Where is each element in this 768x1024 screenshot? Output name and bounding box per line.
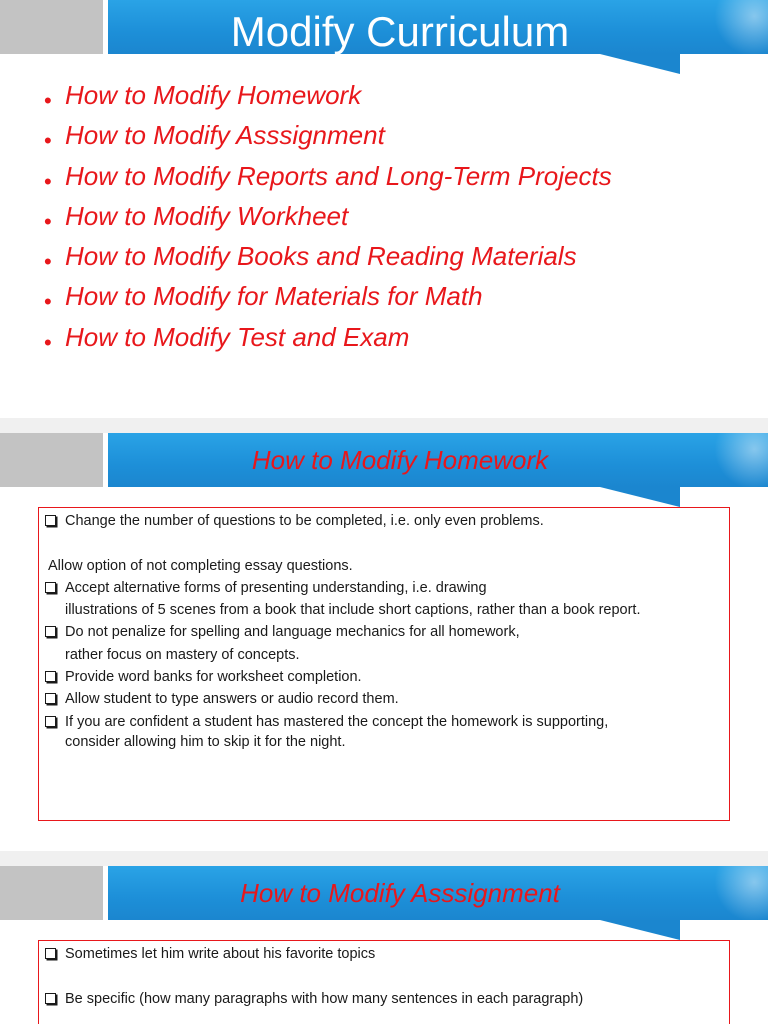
banner-glow: [700, 433, 768, 487]
bullet-dot-icon: •: [44, 128, 52, 154]
content-box: [38, 507, 730, 821]
item-text: rather focus on mastery of concepts.: [65, 646, 300, 663]
item-text: Do not penalize for spelling and language mechanics for all homework,: [65, 624, 520, 641]
topic-item: [44, 118, 612, 158]
blank-line: [45, 965, 723, 987]
checkbox-square-icon: [45, 582, 56, 593]
banner-glow: [700, 866, 768, 920]
item-text: Change the number of questions to be completed, i.e. only even problems.: [65, 513, 544, 529]
slide-header-banner: [0, 866, 768, 940]
item-text: Be specific (how many paragraphs with how many sentences in each paragraph): [65, 990, 584, 1007]
topic-text: How to Modify for Materials for Math: [65, 281, 483, 312]
topic-list: [44, 78, 612, 360]
checklist-item: [45, 688, 723, 710]
slide-modify-homework: [0, 433, 768, 851]
slide-title: How to Modify Homework: [251, 444, 549, 475]
banner-gray-block: [0, 0, 103, 54]
banner-gray-block: [0, 433, 103, 487]
bullet-dot-icon: •: [44, 329, 52, 355]
banner-gray-block: [0, 866, 103, 920]
topic-item: [44, 239, 612, 279]
topic-item: [44, 199, 612, 239]
slide-title: Modify Curriculum: [230, 8, 570, 55]
checklist-item: [45, 510, 723, 532]
item-text: Provide word banks for worksheet completion.: [65, 669, 362, 686]
slide-modify-assignment: [0, 866, 768, 1024]
banner-tail-shape: [600, 920, 680, 940]
slide-modify-curriculum: [0, 0, 768, 418]
checklist-item: [45, 988, 723, 1010]
note-text: Allow option of not completing essay questions.: [48, 557, 353, 574]
checkbox-square-icon: [45, 948, 56, 959]
topic-item: [44, 320, 612, 360]
checklist-item: [45, 577, 723, 622]
topic-item: [44, 159, 612, 199]
banner-tail-shape: [600, 487, 680, 507]
bullet-dot-icon: •: [44, 88, 52, 113]
banner-tail-shape: [600, 54, 680, 74]
topic-text: How to Modify Books and Reading Materials: [65, 241, 577, 272]
item-text: illustrations of 5 scenes from a book that include short captions, rather than a book report.: [65, 602, 641, 619]
item-text: consider allowing him to skip it for the night.: [65, 733, 346, 750]
topic-item: [44, 78, 612, 118]
topic-text: How to Modify Workheet: [65, 200, 349, 231]
topic-text: How to Modify Asssignment: [65, 120, 385, 151]
bullet-dot-icon: •: [44, 168, 52, 194]
slide-gap: [0, 851, 768, 866]
checkbox-square-icon: [45, 671, 56, 682]
item-text: Allow student to type answers or audio record them.: [65, 691, 399, 708]
slide-title: How to Modify Asssignment: [240, 877, 560, 908]
checklist-item: [45, 711, 723, 751]
item-text: Sometimes let him write about his favorite topics: [65, 946, 376, 962]
checkbox-square-icon: [45, 716, 56, 727]
checklist-item: [45, 621, 723, 666]
checkbox-square-icon: [45, 626, 56, 637]
item-text: Accept alternative forms of presenting understanding, i.e. drawing: [65, 579, 487, 596]
checkbox-square-icon: [45, 693, 56, 704]
slide-gap: [0, 418, 768, 433]
checklist-item: [45, 943, 723, 965]
bullet-dot-icon: •: [44, 289, 52, 315]
topic-text: How to Modify Reports and Long-Term Projects: [65, 160, 612, 191]
content-box: [38, 940, 730, 1024]
checkbox-square-icon: [45, 515, 56, 526]
banner-glow: [700, 0, 768, 54]
checkbox-square-icon: [45, 993, 56, 1004]
topic-text: How to Modify Homework: [65, 80, 362, 110]
topic-text: How to Modify Test and Exam: [65, 321, 410, 352]
blank-line: [45, 532, 723, 554]
slide-header-banner: [0, 0, 768, 74]
topic-item: [44, 279, 612, 319]
item-text: If you are confident a student has mastered the concept the homework is supporting,: [65, 713, 609, 730]
checklist-item: [45, 666, 723, 688]
bullet-dot-icon: •: [44, 208, 52, 234]
bullet-dot-icon: •: [44, 249, 52, 275]
slide-header-banner: [0, 433, 768, 507]
